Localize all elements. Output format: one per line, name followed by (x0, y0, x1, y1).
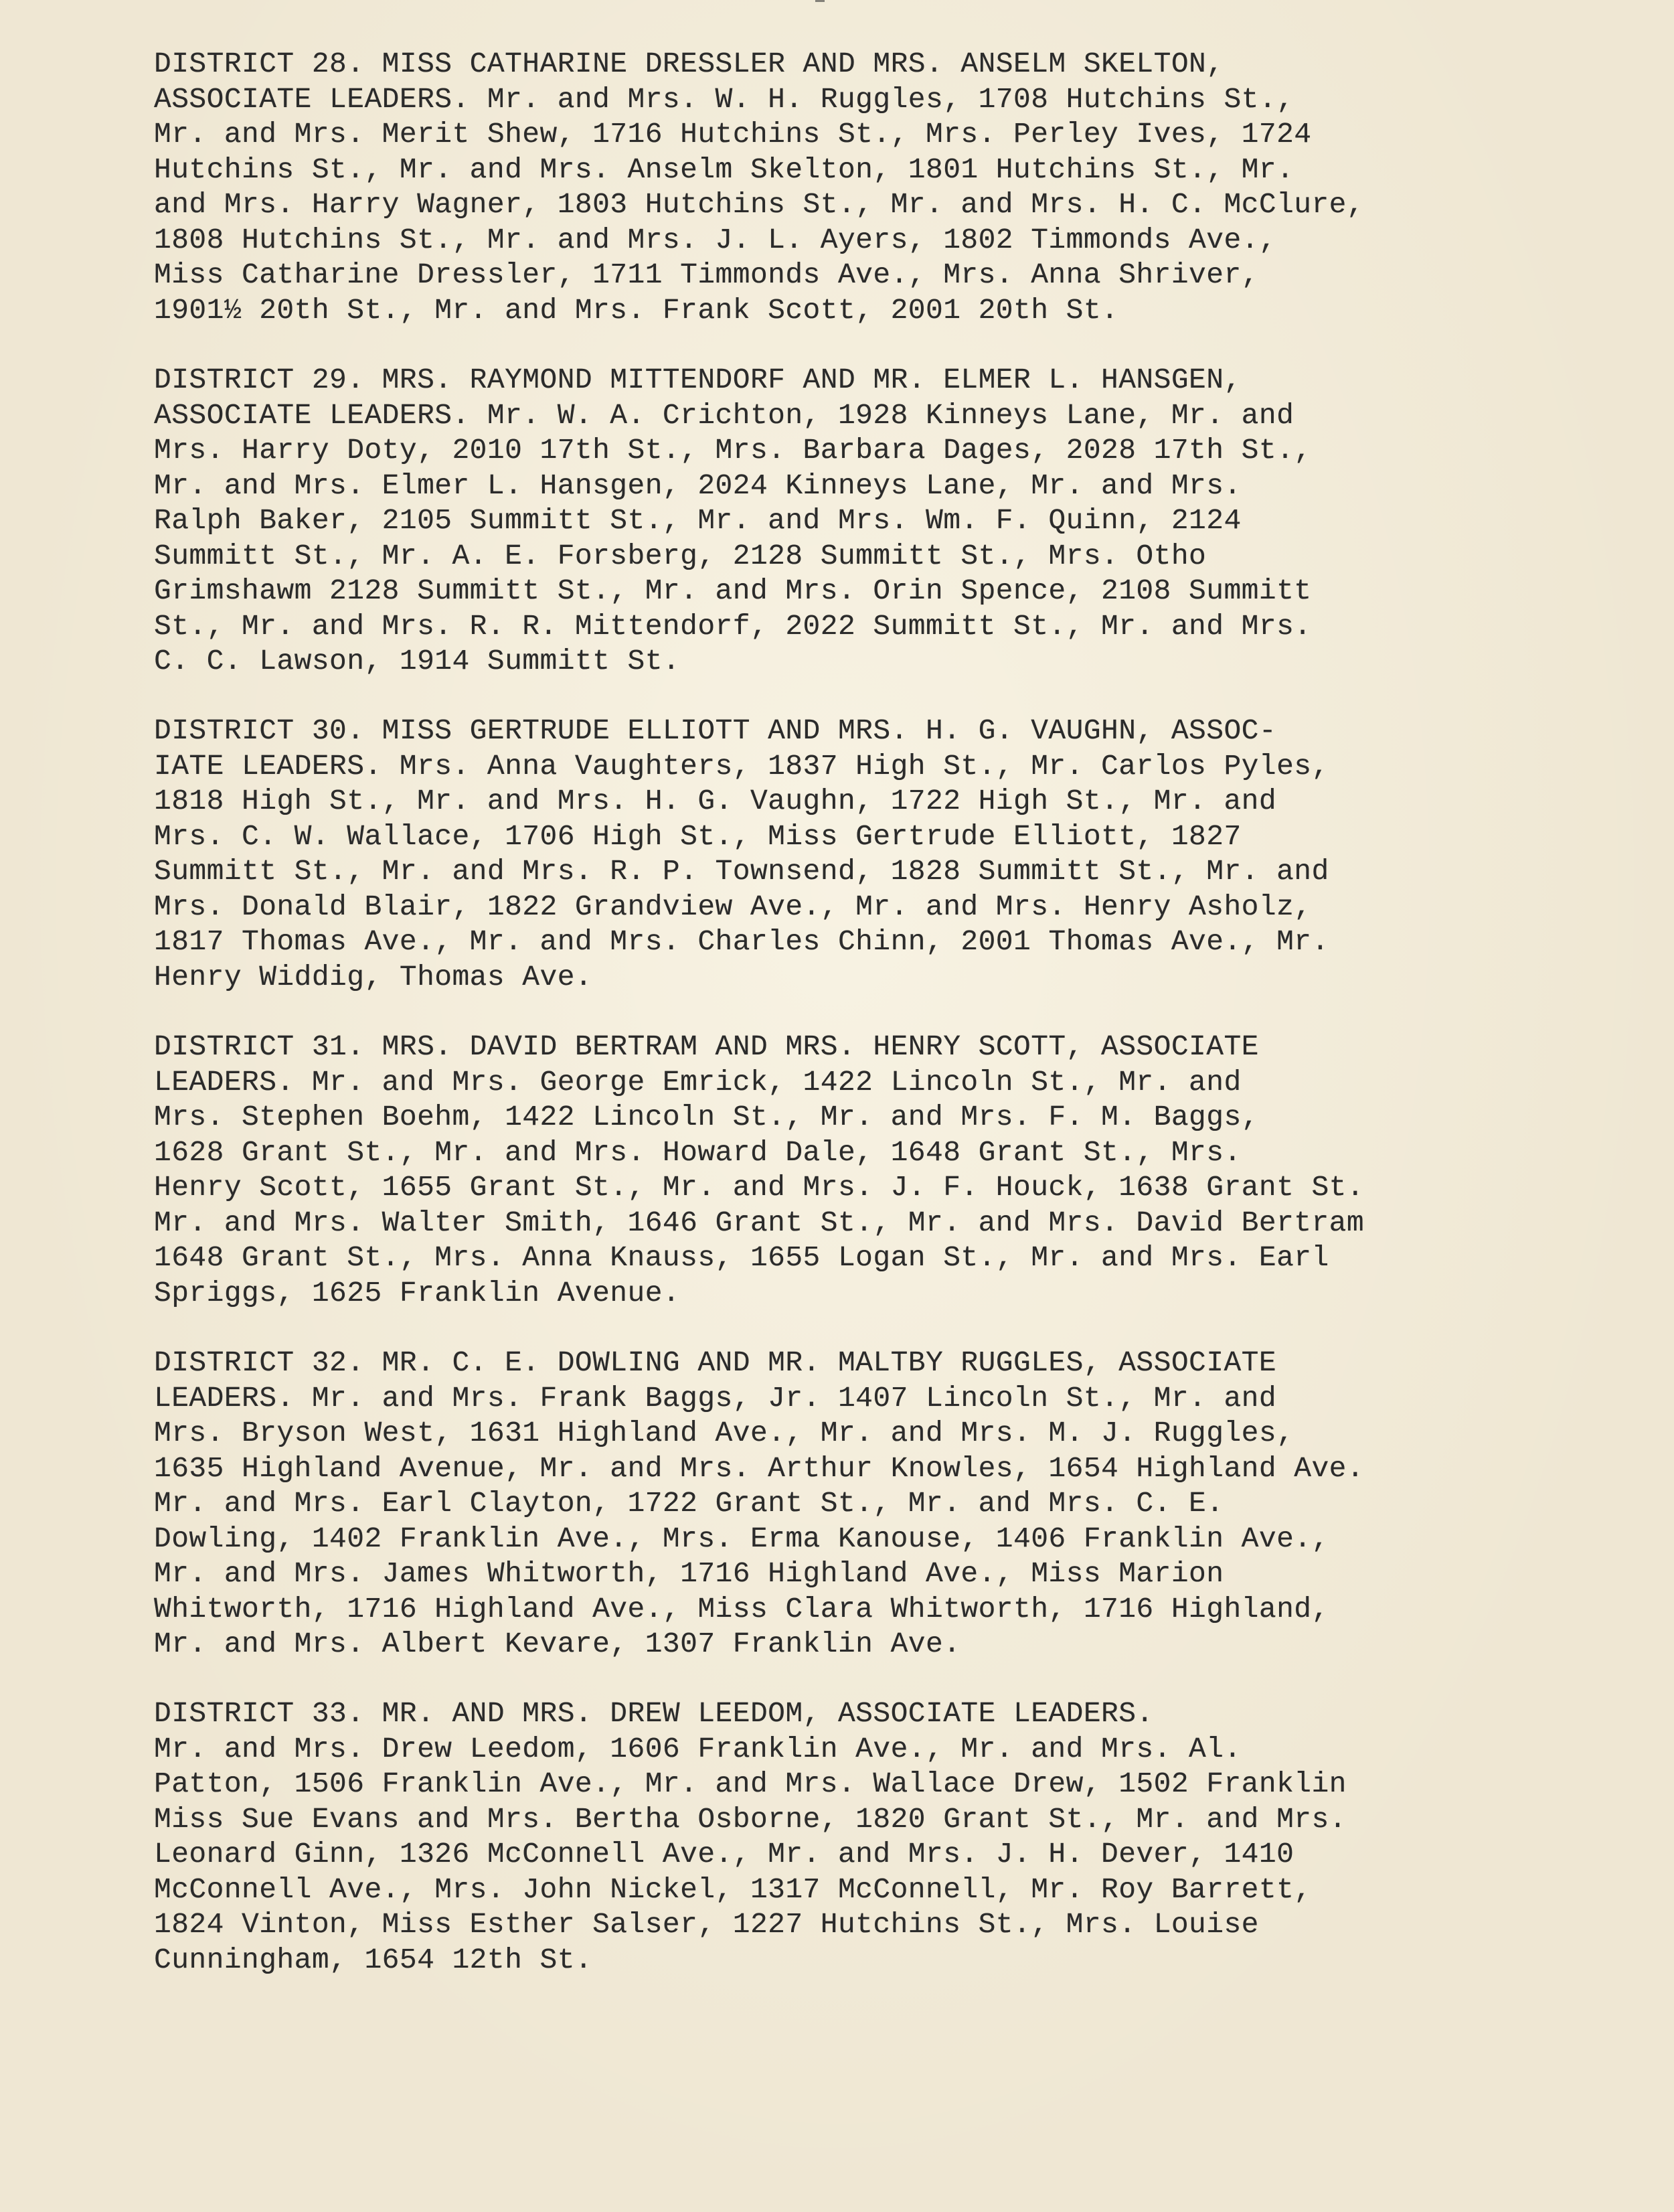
text-line: Miss Sue Evans and Mrs. Bertha Osborne, 1820 Grant St., Mr. and Mrs. (154, 1802, 1347, 1836)
text-line: Summitt St., Mr. and Mrs. R. P. Townsend, 1828 Summitt St., Mr. and (154, 855, 1329, 888)
text-line: 1635 Highland Avenue, Mr. and Mrs. Arthur Knowles, 1654 Highland Ave. (154, 1451, 1365, 1485)
text-line: Dowling, 1402 Franklin Ave., Mrs. Erma Kanouse, 1406 Franklin Ave., (154, 1522, 1329, 1555)
district-30-entry (154, 714, 1573, 1030)
text-line: Spriggs, 1625 Franklin Avenue. (154, 1276, 681, 1310)
text-line: Mr. and Mrs. Earl Clayton, 1722 Grant St., Mr. and Mrs. C. E. (154, 1487, 1224, 1520)
text-line: Mrs. Stephen Boehm, 1422 Lincoln St., Mr. and Mrs. F. M. Baggs, (154, 1101, 1259, 1133)
text-line: Mrs. Bryson West, 1631 Highland Ave., Mr. and Mrs. M. J. Ruggles, (154, 1417, 1294, 1449)
text-line: Mr. and Mrs. Walter Smith, 1646 Grant St., Mr. and Mrs. David Bertram (154, 1206, 1365, 1239)
text-line: Mr. and Mrs. Merit Shew, 1716 Hutchins St., Mrs. Perley Ives, 1724 (154, 118, 1312, 151)
text-line: Grimshawm 2128 Summitt St., Mr. and Mrs. Orin Spence, 2108 Summitt (154, 574, 1312, 607)
text-line: Summitt St., Mr. A. E. Forsberg, 2128 Summitt St., Mrs. Otho (154, 539, 1207, 572)
text-line: Mr. and Mrs. James Whitworth, 1716 Highland Ave., Miss Marion (154, 1557, 1224, 1590)
page-mark (815, 0, 825, 7)
text-line: Mr. and Mrs. Albert Kevare, 1307 Franklin Ave. (154, 1628, 961, 1660)
text-line: 1824 Vinton, Miss Esther Salser, 1227 Hutchins St., Mrs. Louise (154, 1908, 1259, 1941)
page-content (154, 47, 1573, 1991)
text-line: IATE LEADERS. Mrs. Anna Vaughters, 1837 High St., Mr. Carlos Pyles, (154, 749, 1329, 783)
district-28-entry (154, 47, 1573, 363)
text-line: Cunningham, 1654 12th St. (154, 1943, 593, 1976)
text-line: St., Mr. and Mrs. R. R. Mittendorf, 2022 Summitt St., Mr. and Mrs. (154, 609, 1312, 643)
text-line: 1818 High St., Mr. and Mrs. H. G. Vaughn, 1722 High St., Mr. and (154, 785, 1277, 817)
text-line: ASSOCIATE LEADERS. Mr. and Mrs. W. H. Ruggles, 1708 Hutchins St., (154, 82, 1294, 116)
text-line: Mrs. Donald Blair, 1822 Grandview Ave., Mr. and Mrs. Henry Asholz, (154, 890, 1312, 923)
text-line: Mrs. Harry Doty, 2010 17th St., Mrs. Barbara Dages, 2028 17th St., (154, 434, 1312, 467)
district-32-entry (154, 1346, 1573, 1696)
text-line: 1648 Grant St., Mrs. Anna Knauss, 1655 Logan St., Mr. and Mrs. Earl (154, 1241, 1329, 1274)
text-line: Ralph Baker, 2105 Summitt St., Mr. and Mrs. Wm. F. Quinn, 2124 (154, 504, 1242, 537)
text-line: Mrs. C. W. Wallace, 1706 High St., Miss Gertrude Elliott, 1827 (154, 819, 1242, 853)
text-line: ASSOCIATE LEADERS. Mr. W. A. Crichton, 1928 Kinneys Lane, Mr. and (154, 398, 1294, 432)
text-line: and Mrs. Harry Wagner, 1803 Hutchins St., Mr. and Mrs. H. C. McClure, (154, 188, 1365, 221)
text-line: Mr. and Mrs. Drew Leedom, 1606 Franklin Ave., Mr. and Mrs. Al. (154, 1732, 1242, 1765)
text-line: 1901½ 20th St., Mr. and Mrs. Frank Scott, 2001 20th St. (154, 293, 1119, 327)
text-line: Hutchins St., Mr. and Mrs. Anselm Skelton, 1801 Hutchins St., Mr. (154, 153, 1294, 186)
text-line: C. C. Lawson, 1914 Summitt St. (154, 645, 681, 678)
text-line: 1808 Hutchins St., Mr. and Mrs. J. L. Ayers, 1802 Timmonds Ave., (154, 223, 1277, 256)
text-line: DISTRICT 33. MR. AND MRS. DREW LEEDOM, ASSOCIATE LEADERS. (154, 1697, 1154, 1730)
text-line: Henry Widdig, Thomas Ave. (154, 960, 593, 994)
district-29-entry (154, 363, 1573, 714)
text-line: Patton, 1506 Franklin Ave., Mr. and Mrs. Wallace Drew, 1502 Franklin (154, 1767, 1347, 1800)
text-line: Miss Catharine Dressler, 1711 Timmonds Ave., Mrs. Anna Shriver, (154, 258, 1259, 291)
text-line: DISTRICT 29. MRS. RAYMOND MITTENDORF AND MR. ELMER L. HANSGEN, (154, 364, 1242, 396)
text-line: DISTRICT 31. MRS. DAVID BERTRAM AND MRS. HENRY SCOTT, ASSOCIATE (154, 1030, 1259, 1063)
text-line: Mr. and Mrs. Elmer L. Hansgen, 2024 Kinneys Lane, Mr. and Mrs. (154, 469, 1242, 502)
district-33-entry (154, 1696, 1573, 1991)
text-line: 1628 Grant St., Mr. and Mrs. Howard Dale, 1648 Grant St., Mrs. (154, 1135, 1242, 1169)
text-line: Henry Scott, 1655 Grant St., Mr. and Mrs. J. F. Houck, 1638 Grant St. (154, 1171, 1365, 1204)
text-line: McConnell Ave., Mrs. John Nickel, 1317 McConnell, Mr. Roy Barrett, (154, 1873, 1312, 1906)
district-31-entry (154, 1030, 1573, 1346)
text-line: DISTRICT 30. MISS GERTRUDE ELLIOTT AND MRS. H. G. VAUGHN, ASSOC- (154, 714, 1277, 747)
text-line: DISTRICT 32. MR. C. E. DOWLING AND MR. MALTBY RUGGLES, ASSOCIATE (154, 1346, 1277, 1379)
text-line: 1817 Thomas Ave., Mr. and Mrs. Charles Chinn, 2001 Thomas Ave., Mr. (154, 925, 1329, 958)
text-line: LEADERS. Mr. and Mrs. Frank Baggs, Jr. 1407 Lincoln St., Mr. and (154, 1381, 1277, 1415)
text-line: Whitworth, 1716 Highland Ave., Miss Clara Whitworth, 1716 Highland, (154, 1592, 1329, 1626)
text-line: LEADERS. Mr. and Mrs. George Emrick, 1422 Lincoln St., Mr. and (154, 1065, 1242, 1099)
text-line: Leonard Ginn, 1326 McConnell Ave., Mr. and Mrs. J. H. Dever, 1410 (154, 1838, 1294, 1871)
text-line: DISTRICT 28. MISS CATHARINE DRESSLER AND MRS. ANSELM SKELTON, (154, 48, 1224, 80)
